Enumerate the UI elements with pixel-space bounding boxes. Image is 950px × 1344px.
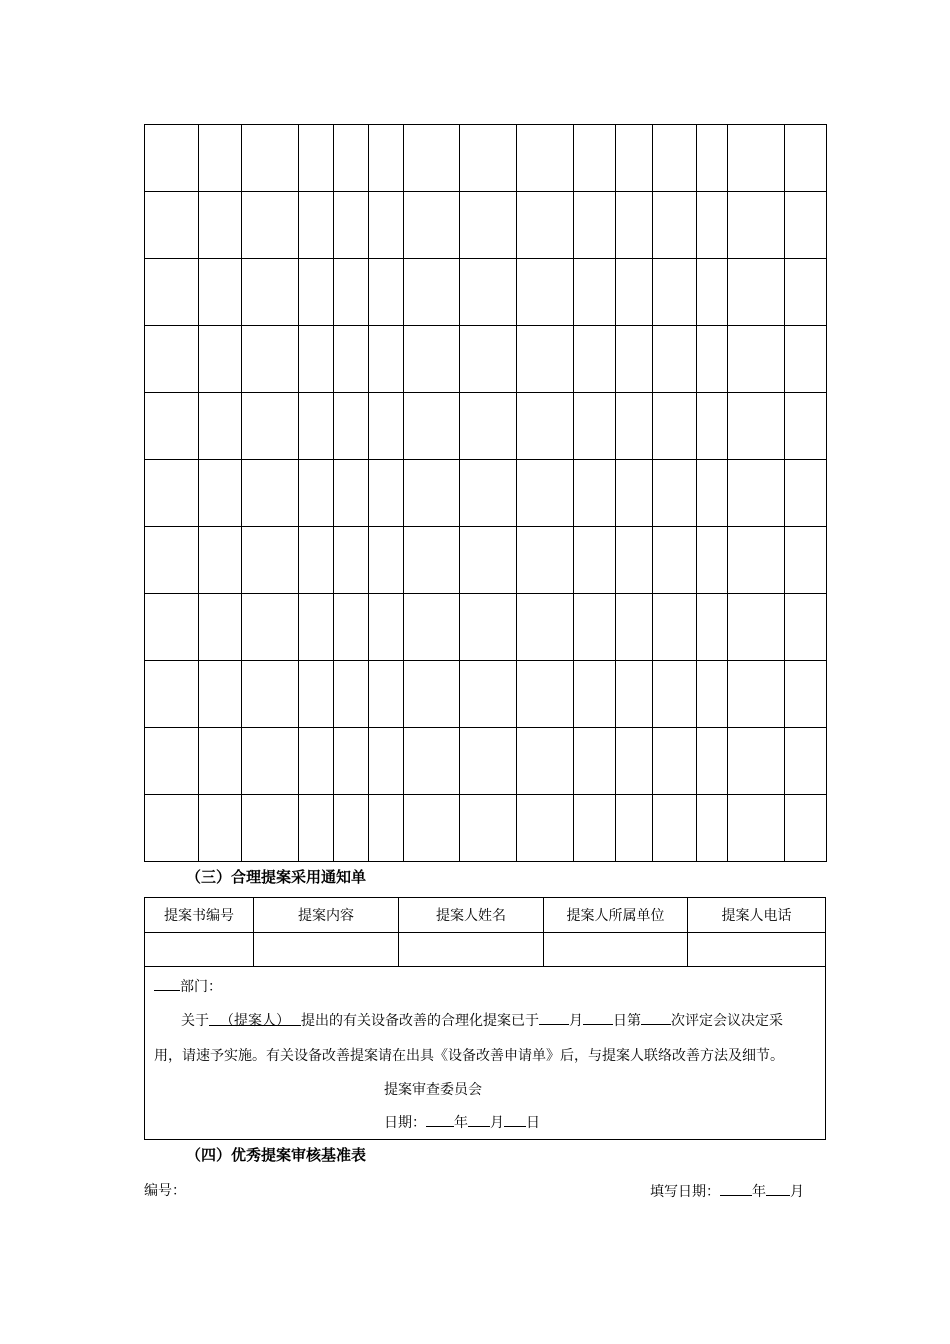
grid-cell[interactable] bbox=[616, 192, 653, 259]
grid-cell[interactable] bbox=[517, 728, 574, 795]
grid-cell[interactable] bbox=[242, 326, 299, 393]
grid-cell[interactable] bbox=[785, 326, 827, 393]
grid-cell[interactable] bbox=[728, 527, 785, 594]
grid-cell[interactable] bbox=[199, 460, 242, 527]
grid-cell[interactable] bbox=[334, 594, 369, 661]
grid-cell[interactable] bbox=[785, 125, 827, 192]
grid-cell[interactable] bbox=[460, 125, 517, 192]
grid-cell[interactable] bbox=[369, 192, 404, 259]
grid-cell[interactable] bbox=[369, 393, 404, 460]
grid-row bbox=[145, 125, 827, 192]
month-blank[interactable] bbox=[468, 1111, 490, 1127]
grid-cell[interactable] bbox=[299, 192, 334, 259]
grid-cell[interactable] bbox=[460, 594, 517, 661]
grid-row bbox=[145, 192, 827, 259]
grid-cell[interactable] bbox=[334, 527, 369, 594]
grid-cell[interactable] bbox=[517, 795, 574, 862]
grid-row bbox=[145, 326, 827, 393]
text: 日第 bbox=[613, 1013, 641, 1029]
grid-cell[interactable] bbox=[697, 594, 728, 661]
grid-cell[interactable] bbox=[404, 393, 460, 460]
notice-body bbox=[145, 967, 826, 1140]
grid-cell[interactable] bbox=[574, 460, 616, 527]
text: 提出的有关设备改善的合理化提案已于 bbox=[301, 1013, 539, 1029]
grid-cell[interactable] bbox=[460, 192, 517, 259]
grid-cell[interactable] bbox=[728, 728, 785, 795]
grid-cell[interactable] bbox=[697, 527, 728, 594]
grid-cell[interactable] bbox=[697, 460, 728, 527]
grid-row bbox=[145, 527, 827, 594]
grid-cell[interactable] bbox=[299, 326, 334, 393]
grid-cell[interactable] bbox=[616, 728, 653, 795]
grid-cell[interactable] bbox=[369, 259, 404, 326]
grid-cell[interactable] bbox=[574, 125, 616, 192]
header-cell: 提案人姓名 bbox=[399, 898, 544, 933]
grid-cell[interactable] bbox=[697, 125, 728, 192]
grid-cell[interactable] bbox=[574, 393, 616, 460]
grid-cell[interactable] bbox=[404, 795, 460, 862]
grid-cell[interactable] bbox=[299, 594, 334, 661]
grid-cell[interactable] bbox=[404, 326, 460, 393]
grid-cell[interactable] bbox=[785, 594, 827, 661]
grid-cell[interactable] bbox=[517, 460, 574, 527]
text: 月 bbox=[569, 1013, 583, 1029]
grid-cell[interactable] bbox=[199, 326, 242, 393]
grid-cell[interactable] bbox=[145, 326, 199, 393]
grid-cell[interactable] bbox=[145, 460, 199, 527]
grid-cell[interactable] bbox=[785, 393, 827, 460]
grid-cell[interactable] bbox=[299, 125, 334, 192]
grid-row bbox=[145, 728, 827, 795]
grid-cell[interactable] bbox=[334, 795, 369, 862]
grid-cell[interactable] bbox=[785, 661, 827, 728]
grid-cell[interactable] bbox=[145, 728, 199, 795]
grid-cell[interactable] bbox=[653, 125, 697, 192]
grid-cell[interactable] bbox=[145, 192, 199, 259]
grid-cell[interactable] bbox=[728, 393, 785, 460]
grid-cell[interactable] bbox=[242, 125, 299, 192]
input-cell[interactable] bbox=[544, 933, 688, 967]
grid-cell[interactable] bbox=[145, 527, 199, 594]
grid-cell[interactable] bbox=[334, 460, 369, 527]
text: 年 bbox=[752, 1184, 766, 1200]
grid-row bbox=[145, 594, 827, 661]
grid-cell[interactable] bbox=[369, 460, 404, 527]
grid-cell[interactable] bbox=[785, 527, 827, 594]
grid-cell[interactable] bbox=[785, 795, 827, 862]
text: 月 bbox=[490, 1115, 504, 1131]
grid-cell[interactable] bbox=[697, 795, 728, 862]
grid-cell[interactable] bbox=[460, 259, 517, 326]
grid-row bbox=[145, 259, 827, 326]
grid-cell[interactable] bbox=[334, 661, 369, 728]
grid-cell[interactable] bbox=[299, 527, 334, 594]
grid-cell[interactable] bbox=[653, 594, 697, 661]
grid-cell[interactable] bbox=[242, 795, 299, 862]
grid-cell[interactable] bbox=[334, 393, 369, 460]
grid-cell[interactable] bbox=[574, 661, 616, 728]
proposer-text: （提案人） bbox=[220, 1013, 290, 1029]
grid-cell[interactable] bbox=[785, 259, 827, 326]
text: 次评定会议决定采 bbox=[671, 1013, 783, 1029]
grid-cell[interactable] bbox=[404, 728, 460, 795]
grid-cell[interactable] bbox=[785, 460, 827, 527]
grid-cell[interactable] bbox=[145, 795, 199, 862]
input-cell[interactable] bbox=[399, 933, 544, 967]
grid-cell[interactable] bbox=[299, 795, 334, 862]
grid-cell[interactable] bbox=[728, 192, 785, 259]
committee-signature: 提案审查委员会 bbox=[384, 1082, 482, 1098]
grid-cell[interactable] bbox=[334, 192, 369, 259]
header-cell: 提案书编号 bbox=[145, 898, 254, 933]
grid-cell[interactable] bbox=[242, 527, 299, 594]
grid-cell[interactable] bbox=[404, 192, 460, 259]
grid-cell[interactable] bbox=[616, 326, 653, 393]
grid-cell[interactable] bbox=[574, 728, 616, 795]
grid-cell[interactable] bbox=[697, 192, 728, 259]
grid-cell[interactable] bbox=[145, 125, 199, 192]
text: 日 bbox=[526, 1115, 540, 1131]
grid-cell[interactable] bbox=[728, 326, 785, 393]
grid-cell[interactable] bbox=[242, 192, 299, 259]
grid-cell[interactable] bbox=[616, 393, 653, 460]
grid-cell[interactable] bbox=[653, 192, 697, 259]
grid-cell[interactable] bbox=[404, 661, 460, 728]
grid-cell[interactable] bbox=[199, 527, 242, 594]
grid-cell[interactable] bbox=[242, 259, 299, 326]
grid-cell[interactable] bbox=[653, 259, 697, 326]
grid-cell[interactable] bbox=[728, 125, 785, 192]
grid-cell[interactable] bbox=[199, 192, 242, 259]
grid-cell[interactable] bbox=[299, 728, 334, 795]
grid-cell[interactable] bbox=[697, 326, 728, 393]
notice-paragraph-line-1 bbox=[181, 1009, 783, 1030]
dept-blank[interactable] bbox=[154, 975, 180, 991]
section-3-title: （三）合理提案采用通知单 bbox=[186, 868, 367, 886]
grid-cell[interactable] bbox=[369, 728, 404, 795]
grid-cell[interactable] bbox=[460, 795, 517, 862]
grid-cell[interactable] bbox=[517, 661, 574, 728]
grid-cell[interactable] bbox=[199, 594, 242, 661]
grid-cell[interactable] bbox=[145, 661, 199, 728]
grid-cell[interactable] bbox=[460, 527, 517, 594]
grid-cell[interactable] bbox=[517, 192, 574, 259]
grid-cell[interactable] bbox=[616, 527, 653, 594]
grid-cell[interactable] bbox=[199, 661, 242, 728]
grid-cell[interactable] bbox=[369, 527, 404, 594]
text: 关于 bbox=[181, 1013, 209, 1029]
grid-cell[interactable] bbox=[728, 594, 785, 661]
grid-cell[interactable] bbox=[404, 259, 460, 326]
year-blank[interactable] bbox=[426, 1111, 454, 1127]
grid-cell[interactable] bbox=[334, 326, 369, 393]
text: 年 bbox=[454, 1115, 468, 1131]
grid-cell[interactable] bbox=[517, 326, 574, 393]
grid-cell[interactable] bbox=[616, 661, 653, 728]
grid-cell[interactable] bbox=[728, 259, 785, 326]
grid-cell[interactable] bbox=[199, 125, 242, 192]
grid-cell[interactable] bbox=[369, 326, 404, 393]
grid-cell[interactable] bbox=[697, 393, 728, 460]
grid-cell[interactable] bbox=[574, 326, 616, 393]
grid-cell[interactable] bbox=[785, 728, 827, 795]
grid-cell[interactable] bbox=[404, 460, 460, 527]
grid-cell[interactable] bbox=[334, 125, 369, 192]
grid-cell[interactable] bbox=[728, 661, 785, 728]
grid-cell[interactable] bbox=[697, 661, 728, 728]
grid-cell[interactable] bbox=[242, 728, 299, 795]
grid-cell[interactable] bbox=[145, 259, 199, 326]
grid-cell[interactable] bbox=[242, 594, 299, 661]
header-cell: 提案人电话 bbox=[688, 898, 826, 933]
grid-cell[interactable] bbox=[616, 125, 653, 192]
grid-cell[interactable] bbox=[199, 393, 242, 460]
grid-cell[interactable] bbox=[369, 661, 404, 728]
number-label: 编号： bbox=[144, 1183, 186, 1199]
grid-cell[interactable] bbox=[653, 661, 697, 728]
grid-cell[interactable] bbox=[199, 259, 242, 326]
month-blank[interactable] bbox=[766, 1180, 790, 1196]
grid-cell[interactable] bbox=[404, 125, 460, 192]
grid-cell[interactable] bbox=[653, 393, 697, 460]
grid-cell[interactable] bbox=[574, 259, 616, 326]
adoption-notice-table bbox=[144, 897, 826, 1140]
grid-row bbox=[145, 460, 827, 527]
grid-cell[interactable] bbox=[616, 594, 653, 661]
session-blank[interactable] bbox=[641, 1009, 671, 1025]
header-cell: 提案人所属单位 bbox=[544, 898, 688, 933]
grid-cell[interactable] bbox=[369, 125, 404, 192]
grid-cell[interactable] bbox=[785, 192, 827, 259]
proposer-blank[interactable] bbox=[209, 1010, 301, 1029]
grid-cell[interactable] bbox=[653, 527, 697, 594]
grid-cell[interactable] bbox=[369, 795, 404, 862]
grid-cell[interactable] bbox=[574, 527, 616, 594]
grid-row bbox=[145, 393, 827, 460]
header-row bbox=[145, 898, 826, 933]
grid-cell[interactable] bbox=[460, 728, 517, 795]
grid-cell[interactable] bbox=[574, 594, 616, 661]
grid-cell[interactable] bbox=[517, 393, 574, 460]
month-blank[interactable] bbox=[539, 1009, 569, 1025]
grid-cell[interactable] bbox=[299, 661, 334, 728]
text: 日期： bbox=[384, 1115, 426, 1131]
grid-cell[interactable] bbox=[697, 728, 728, 795]
grid-cell[interactable] bbox=[299, 460, 334, 527]
day-blank[interactable] bbox=[504, 1111, 526, 1127]
grid-cell[interactable] bbox=[616, 259, 653, 326]
section-4-title: （四）优秀提案审核基准表 bbox=[186, 1146, 367, 1164]
input-cell[interactable] bbox=[254, 933, 399, 967]
year-blank[interactable] bbox=[720, 1180, 752, 1196]
notice-paragraph-line-2: 用，请速予实施。有关设备改善提案请在出具《设备改善申请单》后，与提案人联络改善方法及细节。 bbox=[154, 1048, 784, 1064]
grid-cell[interactable] bbox=[460, 326, 517, 393]
empty-grid-table bbox=[144, 124, 827, 862]
grid-cell[interactable] bbox=[334, 728, 369, 795]
grid-cell[interactable] bbox=[199, 795, 242, 862]
grid-cell[interactable] bbox=[574, 192, 616, 259]
grid-cell[interactable] bbox=[299, 259, 334, 326]
grid-cell[interactable] bbox=[517, 527, 574, 594]
grid-cell[interactable] bbox=[653, 460, 697, 527]
blank-row bbox=[145, 933, 826, 967]
grid-cell[interactable] bbox=[517, 259, 574, 326]
grid-cell[interactable] bbox=[369, 594, 404, 661]
grid-cell[interactable] bbox=[517, 594, 574, 661]
grid-cell[interactable] bbox=[728, 460, 785, 527]
text: 填写日期： bbox=[650, 1184, 720, 1200]
dept-label: 部门： bbox=[180, 979, 222, 995]
input-cell[interactable] bbox=[688, 933, 826, 967]
grid-cell[interactable] bbox=[404, 527, 460, 594]
grid-cell[interactable] bbox=[653, 728, 697, 795]
grid-cell[interactable] bbox=[199, 728, 242, 795]
fill-date-line bbox=[650, 1180, 804, 1201]
grid-cell[interactable] bbox=[299, 393, 334, 460]
day-blank[interactable] bbox=[583, 1009, 613, 1025]
grid-cell[interactable] bbox=[653, 795, 697, 862]
grid-cell[interactable] bbox=[460, 393, 517, 460]
notice-date-line bbox=[384, 1111, 540, 1132]
header-cell: 提案内容 bbox=[254, 898, 399, 933]
grid-cell[interactable] bbox=[517, 125, 574, 192]
text: 月 bbox=[790, 1184, 804, 1200]
grid-cell[interactable] bbox=[697, 259, 728, 326]
input-cell[interactable] bbox=[145, 933, 254, 967]
grid-cell[interactable] bbox=[242, 460, 299, 527]
grid-cell[interactable] bbox=[145, 393, 199, 460]
grid-cell[interactable] bbox=[653, 326, 697, 393]
grid-row bbox=[145, 661, 827, 728]
dept-line bbox=[154, 975, 222, 996]
grid-cell[interactable] bbox=[334, 259, 369, 326]
grid-cell[interactable] bbox=[728, 795, 785, 862]
grid-row bbox=[145, 795, 827, 862]
grid-cell[interactable] bbox=[616, 460, 653, 527]
grid-cell[interactable] bbox=[460, 661, 517, 728]
grid-cell[interactable] bbox=[574, 795, 616, 862]
grid-cell[interactable] bbox=[404, 594, 460, 661]
grid-cell[interactable] bbox=[145, 594, 199, 661]
grid-cell[interactable] bbox=[616, 795, 653, 862]
grid-cell[interactable] bbox=[242, 661, 299, 728]
grid-cell[interactable] bbox=[242, 393, 299, 460]
grid-cell[interactable] bbox=[460, 460, 517, 527]
